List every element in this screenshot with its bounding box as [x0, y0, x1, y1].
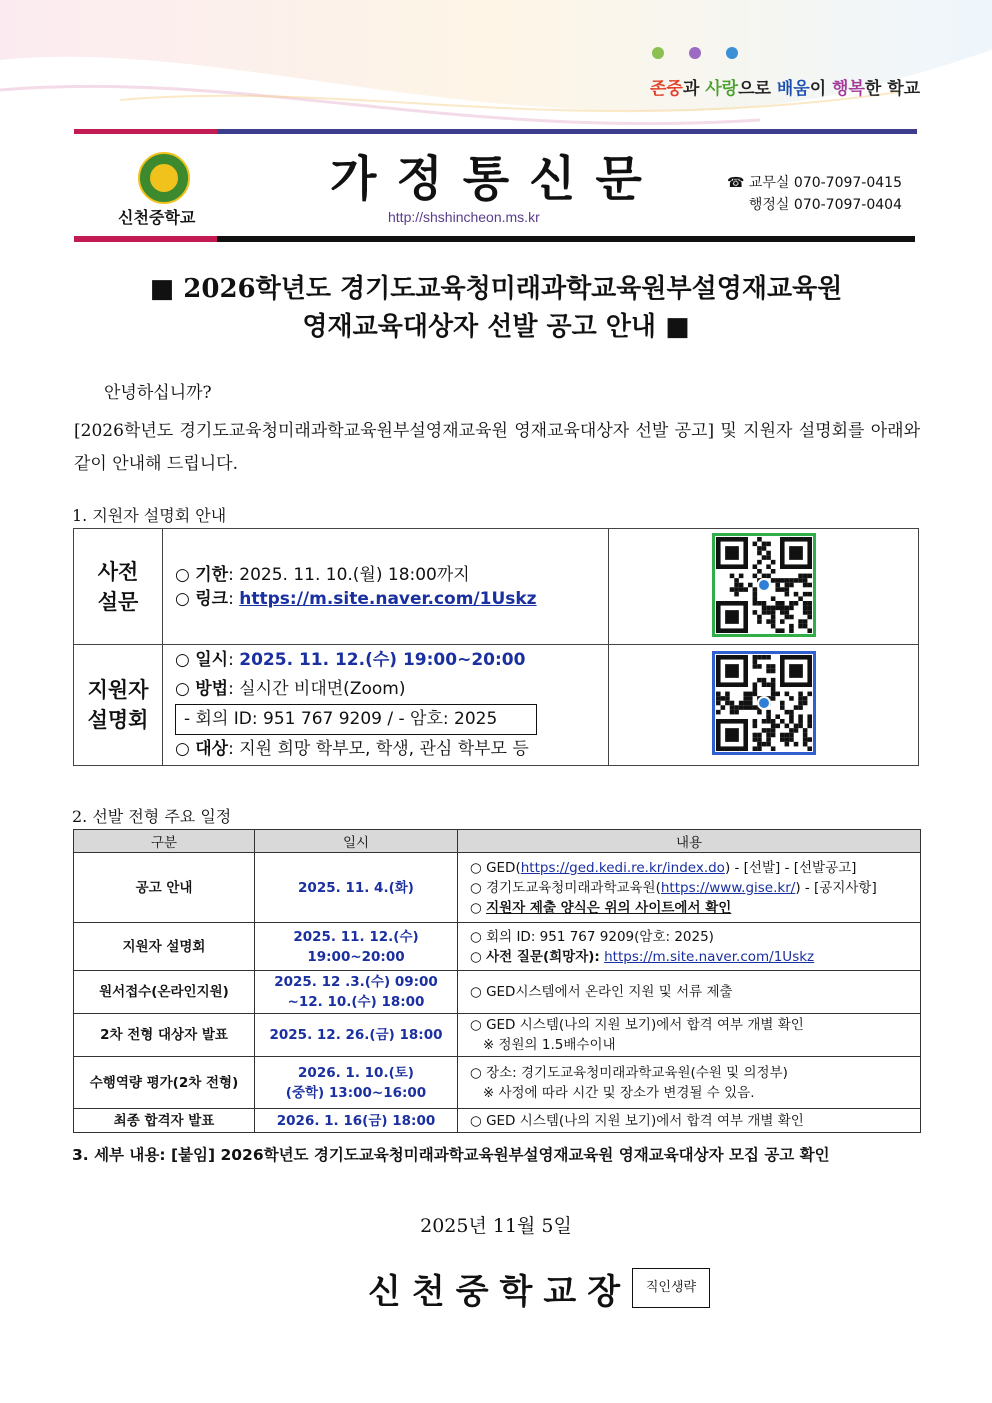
content-text: ) - [선발] - [선발공고]	[724, 859, 857, 876]
content-link[interactable]: https://www.gise.kr/	[660, 879, 796, 896]
session-info-table	[73, 528, 919, 766]
session-method: 실시간 비대면(Zoom)	[239, 679, 406, 699]
schedule-content	[458, 1014, 921, 1057]
meeting-credentials: - 회의 ID: 951 767 9209 / - 암호: 2025	[175, 704, 537, 735]
schedule-datetime	[255, 923, 458, 971]
schedule-content	[458, 923, 921, 971]
title-line-2: 영재교육대상자 선발 공고 안내 ■	[302, 312, 690, 342]
session-details: ○ 일시: 2025. 11. 12.(수) 19:00~20:00 ○ 방법: 실시간 비대면(Zoom) - 회의 ID: 951 767 9209 / - 암호: 2025 ○ 대상: 지원 희망 학부모, 학생, 관심 학부모 등	[163, 645, 609, 766]
schedule-content	[458, 853, 921, 923]
schedule-row	[74, 971, 921, 1014]
motto-part: 한 학교	[864, 79, 921, 99]
phone-icon: ☎	[726, 175, 745, 191]
schedule-date-line: 2025. 11. 12.(수)	[293, 928, 419, 945]
survey-details: ○ 기한: 2025. 11. 10.(월) 18:00까지 ○ 링크: https://m.site.naver.com/1Uskz	[163, 529, 609, 645]
content-text: ○ GED 시스템(나의 지원 보기)에서 합격 여부 개별 확인	[470, 1112, 804, 1129]
header-swoosh-decoration	[0, 0, 992, 140]
target-label: 대상	[195, 739, 229, 759]
section-2-heading: 2. 선발 전형 주요 일정	[72, 807, 232, 826]
method-label: 방법	[195, 679, 229, 699]
survey-qr-cell	[609, 529, 919, 645]
content-line	[470, 947, 919, 967]
content-text: ○	[470, 948, 487, 965]
phone-label: 교무실	[748, 175, 790, 191]
schedule-row	[74, 1014, 921, 1057]
schedule-category: 지원자 설명회	[74, 923, 255, 971]
schedule-category: 공고 안내	[74, 853, 255, 923]
schedule-category: 수행역량 평가(2차 전형)	[74, 1057, 255, 1109]
decorative-dots	[652, 44, 758, 63]
content-text: ○ 장소: 경기도교육청미래과학교육원(수원 및 의정부)	[470, 1064, 788, 1081]
section-3-details: 3. 세부 내용: [붙임] 2026학년도 경기도교육청미래과학교육원부설영재교육원 영재교육대상자 모집 공고 확인	[72, 1146, 830, 1164]
content-emphasis: 지원자 제출 양식은 위의 사이트에서 확인	[486, 899, 732, 916]
motto-part: 존중	[650, 79, 683, 99]
content-text: ) - [공지사항]	[795, 879, 877, 896]
content-line	[470, 982, 919, 1002]
schedule-date-line: 2025. 11. 4.(화)	[298, 879, 414, 896]
session-qr-code-icon[interactable]	[712, 651, 816, 755]
content-link[interactable]: https://ged.kedi.re.kr/index.do	[520, 859, 725, 876]
schedule-row	[74, 853, 921, 923]
phone-label: 행정실	[748, 197, 790, 213]
content-link[interactable]: https://m.site.naver.com/1Uskz	[604, 948, 815, 965]
schedule-row	[74, 923, 921, 971]
content-line	[470, 927, 919, 947]
newsletter-headline: 가정통신문	[330, 151, 662, 207]
schedule-datetime	[255, 1109, 458, 1133]
motto-part: 과	[682, 79, 706, 99]
phone-number: 070-7097-0415	[793, 175, 902, 191]
phone-number: 070-7097-0404	[793, 197, 902, 213]
content-line	[470, 858, 919, 878]
survey-deadline: 2025. 11. 10.(월) 18:00까지	[239, 564, 470, 585]
principal-signature: 신천중학교장	[368, 1272, 632, 1312]
schedule-date-line: 19:00~20:00	[307, 948, 405, 965]
schedule-row	[74, 1057, 921, 1109]
col-header-datetime: 일시	[255, 830, 458, 853]
content-line	[470, 1083, 919, 1103]
schedule-date-line: 2025. 12. 26.(금) 18:00	[269, 1027, 443, 1043]
content-text: ○ 회의 ID: 951 767 9209(암호: 2025)	[470, 928, 714, 945]
session-qr-cell	[609, 645, 919, 766]
schedule-date-line: ~12. 10.(수) 18:00	[287, 994, 425, 1010]
content-text: ※ 사정에 따라 시간 및 장소가 변경될 수 있음.	[470, 1084, 755, 1101]
schedule-datetime	[255, 971, 458, 1014]
content-emphasis: 사전 질문(희망자):	[486, 948, 600, 965]
schedule-row	[74, 1109, 921, 1133]
motto-part: 이	[809, 79, 833, 99]
motto-part: 으로	[738, 79, 777, 99]
schedule-category: 원서접수(온라인지원)	[74, 971, 255, 1014]
greeting: 안녕하십니까?	[104, 383, 212, 403]
content-text: ○ 경기도교육청미래과학교육원(	[470, 879, 661, 896]
link-label: 링크	[195, 588, 229, 609]
col-header-content: 내용	[458, 830, 921, 853]
notice-title	[60, 270, 932, 346]
schedule-datetime	[255, 1014, 458, 1057]
section-1-heading: 1. 지원자 설명회 안내	[72, 506, 227, 525]
deadline-label: 기한	[195, 564, 229, 585]
phone-info	[722, 172, 902, 216]
motto-part: 행복	[832, 79, 865, 99]
motto-part: 사랑	[705, 79, 739, 99]
content-line	[470, 1111, 919, 1131]
content-text: ○	[470, 899, 487, 916]
schedule-date-line: (중학) 13:00~16:00	[285, 1084, 427, 1101]
intro-paragraph: [2026학년도 경기도교육청미래과학교육원부설영재교육원 영재교육대상자 선발 공고] 및 지원자 설명회를 아래와 같이 안내해 드립니다.	[74, 421, 920, 474]
schedule-date-line: 2026. 1. 16(금) 18:00	[276, 1112, 436, 1129]
issue-date: 2025년 11월 5일	[420, 1215, 572, 1237]
survey-link[interactable]: https://m.site.naver.com/1Uskz	[239, 588, 537, 609]
session-target: 지원 희망 학부모, 학생, 관심 학부모 등	[239, 739, 529, 759]
content-text: ※ 정원의 1.5배수이내	[470, 1037, 616, 1053]
schedule-category: 최종 합격자 발표	[74, 1109, 255, 1133]
title-line-1: ■ 2026학년도 경기도교육청미래과학교육원부설영재교육원	[149, 274, 843, 304]
dot-green-icon	[652, 47, 664, 59]
schedule-category: 2차 전형 대상자 발표	[74, 1014, 255, 1057]
header-bottom-rule	[74, 236, 915, 242]
dot-purple-icon	[689, 47, 701, 59]
content-text: ○ GED시스템에서 온라인 지원 및 서류 제출	[470, 984, 733, 1000]
session-date: 2025. 11. 12.(수) 19:00~20:00	[239, 650, 526, 670]
schedule-datetime	[255, 853, 458, 923]
session-label: 지원자 설명회	[74, 645, 163, 766]
content-line	[470, 878, 919, 898]
date-label: 일시	[195, 650, 229, 670]
schedule-date-line: 2026. 1. 10.(토)	[298, 1064, 414, 1081]
homepage-url[interactable]: http://shshincheon.ms.kr	[388, 209, 540, 225]
col-header-category: 구분	[74, 830, 255, 853]
header-top-rule	[74, 129, 917, 134]
content-line	[470, 1035, 919, 1055]
content-text: ○ GED 시스템(나의 지원 보기)에서 합격 여부 개별 확인	[470, 1017, 804, 1033]
schedule-content	[458, 1057, 921, 1109]
content-line	[470, 898, 919, 918]
survey-label: 사전 설문	[74, 529, 163, 645]
schedule-content	[458, 1109, 921, 1133]
survey-qr-code-icon[interactable]	[712, 533, 816, 637]
school-motto	[650, 74, 920, 99]
content-line	[470, 1063, 919, 1083]
schedule-date-line: 2025. 12 .3.(수) 09:00	[274, 974, 438, 990]
dot-blue-icon	[726, 47, 738, 59]
seal-omitted-stamp: 직인생략	[632, 1268, 710, 1308]
school-name: 신천중학교	[118, 208, 196, 227]
content-text: ○ GED(	[470, 859, 521, 876]
content-line	[470, 1015, 919, 1035]
motto-part: 배움	[776, 79, 810, 99]
schedule-table	[73, 829, 921, 1133]
schedule-datetime	[255, 1057, 458, 1109]
school-logo-icon	[138, 152, 190, 204]
schedule-content	[458, 971, 921, 1014]
